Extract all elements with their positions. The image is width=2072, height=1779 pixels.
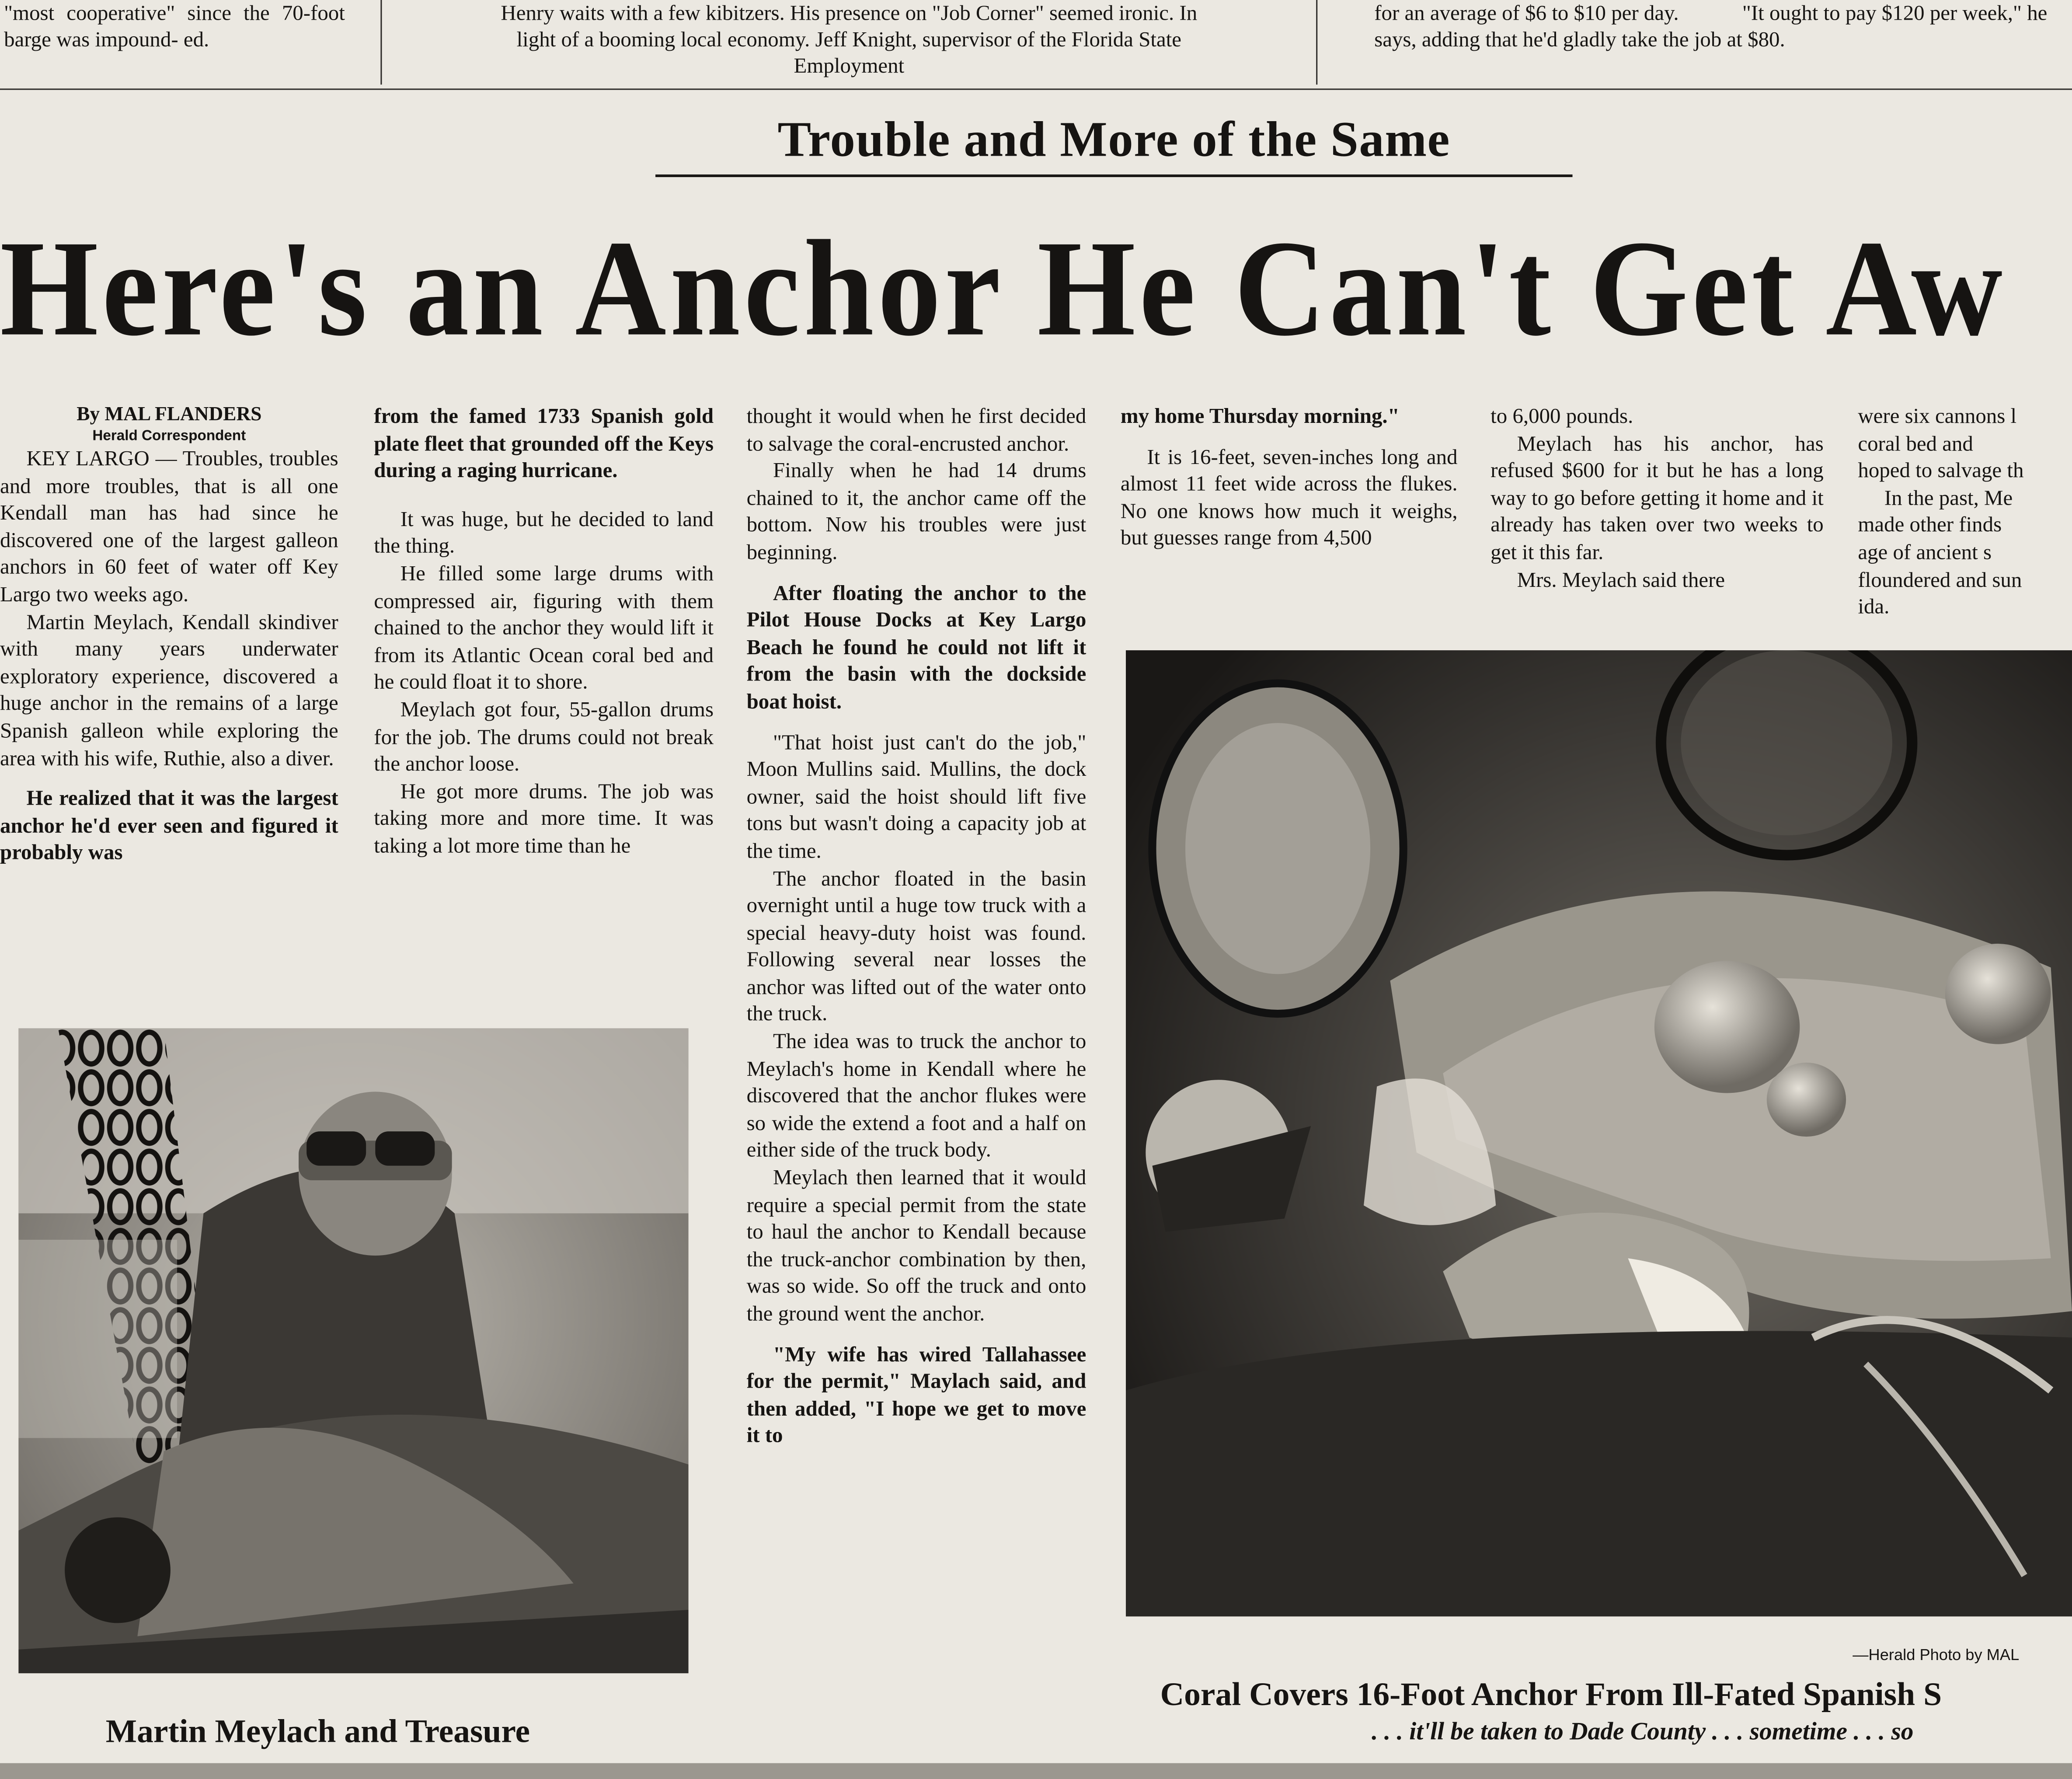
photo2-subcaption: . . . it'll be taken to Dade County . . . sometime . . . so	[1372, 1718, 1914, 1746]
text-line: In the past, Me	[1884, 486, 2013, 510]
column-divider	[380, 0, 382, 84]
column-divider	[1316, 0, 1317, 84]
paragraph: "That hoist just can't do the job," Moon Mullins said. Mullins, the dock owner, said the hoist should lift five tons but wasn't doing a capacity job at the time.	[746, 730, 1086, 863]
top-line: he'd gladly take the job at $80.	[1522, 28, 1785, 52]
text-line: were six cannons l	[1858, 404, 2017, 429]
photo1-caption: Martin Meylach and Treasure	[105, 1714, 530, 1750]
top-line: Corner" seemed ironic. In light of a booming local economy.	[516, 1, 1198, 52]
photo-diver-with-anchor	[18, 1028, 688, 1673]
top-line: Jeff Knight, supervisor of the Florida State Employment	[794, 28, 1182, 78]
paragraph: It was huge, but he decided to land the thing.	[374, 507, 714, 558]
paragraph: The anchor floated in the basin overnight until a huge tow truck with a special heavy-duty hoist was found. Following several near losses the anchor was lifted out of the water onto the truck.	[746, 866, 1086, 1026]
paragraph: thought it would when he first decided to salvage the coral-encrusted anchor.	[746, 404, 1086, 456]
top-line: 70-foot barge was impound-	[4, 1, 345, 52]
text-line: coral bed and	[1858, 432, 1973, 456]
article-column-4	[1121, 403, 1458, 552]
paragraph: He got more drums. The job was taking more and more time. It was taking a lot more time than he	[374, 779, 714, 858]
paragraph-bold: "My wife has wired Tallahassee for the permit," Maylach said, and then added, "I hope we get to move it to	[746, 1342, 1086, 1448]
paragraph-bold: from the famed 1733 Spanish gold plate fleet that grounded off the Keys during a raging hurricane.	[374, 404, 714, 483]
text-line: hoped to salvage th	[1858, 459, 2024, 483]
top-line: Henry waits with a few kibitzers. His presence on "Job	[501, 1, 971, 25]
paragraph: Finally when he had 14 drums chained to it, the anchor came off the bottom. Now his troubles were just beginning.	[746, 459, 1086, 565]
article-column-3	[747, 403, 1086, 1450]
article-column-1	[0, 403, 338, 867]
paragraph: to 6,000 pounds.	[1490, 404, 1633, 429]
paragraph: Martin Meylach, Kendall skindiver with many years underwater exploratory experience, discovered a huge anchor in the remains of a large Spanish galleon while exploring the area with his wife, Ruthie, also a diver.	[0, 610, 338, 770]
top-line: "It ought to pay $120 per week," he says, adding that	[1374, 1, 2048, 52]
paragraph-bold: After floating the anchor to the Pilot House Docks at Key Largo Beach he found he could not lift it from the basin with the dockside boat hoist.	[746, 581, 1086, 714]
article-column-2	[374, 403, 714, 860]
photo2-credit: —Herald Photo by MAL	[1853, 1645, 2020, 1664]
top-fragment-col2	[489, 0, 1209, 79]
paragraph: Meylach got four, 55-gallon drums for the job. The drums could not break the anchor loose.	[374, 698, 714, 776]
photo-coral-covered-anchor	[1126, 650, 2072, 1616]
horizontal-rule	[0, 88, 2072, 90]
paragraph: KEY LARGO — Troubles, troubles and more troubles, that is all one Kendall man has had since he discovered one of the largest galleon anchors in 60 feet of water off Key Largo two weeks ago.	[0, 446, 338, 607]
byline-title: Herald Correspondent	[92, 428, 246, 444]
paragraph: Meylach has his anchor, has refused $600 for it but he has a long way to go before getting it home and it already has taken over two weeks to get it this far.	[1490, 432, 1824, 565]
top-line: ed.	[183, 28, 209, 52]
paragraph-bold: my home Thursday morning."	[1120, 404, 1400, 429]
kicker-headline: Trouble and More of the Same	[655, 111, 1572, 177]
paragraph: He filled some large drums with compressed air, figuring with them chained to the anchor they would lift it from its Atlantic Ocean coral bed and he could float it to shore.	[374, 562, 714, 694]
top-line: "most cooperative" since the	[4, 1, 270, 25]
text-line: floundered and sun	[1858, 568, 2022, 592]
main-headline: Here's an Anchor He Can't Get Aw	[0, 213, 2006, 365]
text-line: ida.	[1858, 595, 1890, 619]
byline-name: By MAL FLANDERS	[77, 404, 262, 426]
top-fragment-col1	[4, 0, 345, 53]
paragraph: The idea was to truck the anchor to Meylach's home in Kendall where he discovered that the anchor flukes were so wide the extend a foot and a half on either side of the truck body.	[746, 1029, 1086, 1162]
paragraph: It is 16-feet, seven-inches long and almost 11 feet wide across the flukes. No one knows how much it weighs, but guesses range from 4,500	[1120, 445, 1458, 551]
text-line: age of ancient s	[1858, 541, 1992, 565]
paragraph: Meylach then learned that it would require a special permit from the state to haul the anchor to Kendall because the truck-anchor combination by then, was so wide. So off the truck and onto the ground went the anchor.	[746, 1165, 1086, 1326]
photo2-caption: Coral Covers 16-Foot Anchor From Ill-Fated Spanish S	[1160, 1677, 1942, 1713]
paragraph-bold: He realized that it was the largest anchor he'd ever seen and figured it probably was	[0, 786, 338, 865]
article-column-6	[1858, 403, 2072, 621]
article-column-5	[1490, 403, 1824, 594]
top-line: for an average of $6 to $10 per day.	[1374, 1, 1679, 25]
paragraph: Mrs. Meylach said there	[1517, 568, 1725, 592]
top-fragment-col3	[1374, 0, 2072, 53]
text-line: made other finds	[1858, 513, 2002, 537]
bottom-border	[0, 1763, 2072, 1779]
